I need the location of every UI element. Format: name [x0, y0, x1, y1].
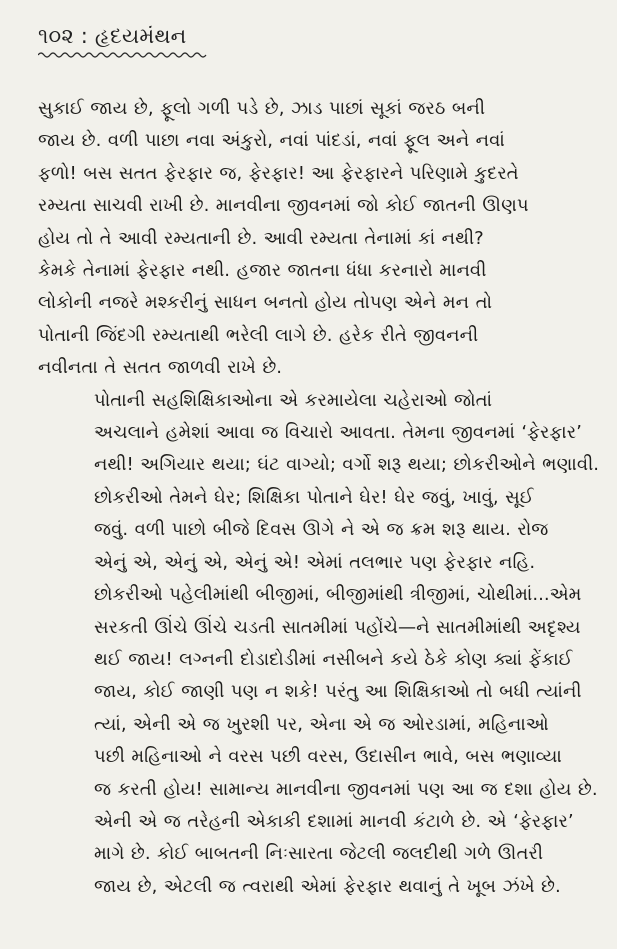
- text-line: કેમકે તેનામાં ફેરફાર નથી. હજાર જાતના ધંધા કરનારો માનવી: [38, 260, 487, 282]
- text-line: પોતાની જિંદગી રમ્યતાથી ભરેલી લાગે છે. હરેક રીતે જીવનની: [38, 324, 479, 346]
- text-line: એનું એ, એનું એ, એનું એ! એમાં તલભાર પણ ફેરફાર નહિ.: [94, 551, 536, 573]
- text-line: નથી! અગિયાર થયા; ઘંટ વાગ્યો; વર્ગો શરૂ થયા; છોકરીઓને ભણાવી.: [94, 454, 600, 476]
- text-line: અચલાને હમેશાં આવા જ વિચારો આવતા. તેમના જીવનમાં ‘ફેરફાર’: [94, 422, 582, 444]
- text-line: પછી મહિનાઓ ને વરસ પછી વરસ, ઉદાસીન ભાવે, બસ ભણાવ્યા: [94, 746, 562, 768]
- text-line: છોકરીઓ તેમને ઘેર; શિક્ષિકા પોતાને ઘેર! ઘેર જવું, ખાવું, સૂઈ: [94, 486, 534, 508]
- text-line: જ કરતી હોય! સામાન્ય માનવીના જીવનમાં પણ આ જ દશા હોય છે.: [94, 778, 598, 800]
- text-line: ફળો! બસ સતત ફેરફાર જ, ફેરફાર! આ ફેરફારને પરિણામે કુદરતે: [38, 162, 519, 184]
- text-line: નવીનતા તે સતત જાળવી રાખે છે.: [38, 357, 283, 379]
- text-line: સુકાઈ જાય છે, ફૂલો ગળી પડે છે, ઝાડ પાછાં સૂકાં જરઠ બની: [38, 98, 486, 119]
- text-line: જાય છે. વળી પાછા નવા અંકુરો, નવાં પાંદડાં, નવાં ફૂલ અને નવાં: [38, 130, 505, 152]
- text-line: સરકતી ઊંચે ઊંચે ચડતી સાતમીમાં પહોંચે—ને સાતમીમાંથી અદૃશ્ય: [94, 616, 581, 638]
- text-line: છોકરીઓ પહેલીમાંથી બીજીમાં, બીજીમાંથી ત્રીજીમાં, ચોથીમાં...એમ: [94, 584, 582, 606]
- text-line: પોતાની સહશિક્ષિકાઓના એ કરમાયેલા ચહેરાઓ જોતાં: [94, 389, 493, 411]
- text-line: જવું. વળી પાછો બીજે દિવસ ઊગે ને એ જ ક્રમ શરૂ થાય. રોજ: [94, 519, 549, 541]
- text-line: જાય છે, એટલી જ ત્વરાથી એમાં ફેરફાર થવાનું તે ખૂબ ઝંખે છે.: [94, 875, 561, 897]
- text-line: જાય, કોઈ જાણી પણ ન શકે! પરંતુ આ શિક્ષિકાઓ તો બધી ત્યાંની: [94, 681, 582, 703]
- text-line: હોય તો તે આવી રમ્યતાની છે. આવી રમ્યતા તેનામાં કાં નથી?: [38, 227, 484, 249]
- page-number-and-title: ૧૦૨ : હૃદયમંથન: [38, 24, 187, 48]
- text-line: લોકોની નજરે મશ્કરીનું સાધન બનતો હોય તોપણ એને મન તો: [38, 292, 493, 314]
- text-line: રમ્યતા સાચવી રાખી છે. માનવીના જીવનમાં જો કોઈ જાતની ઊણપ: [38, 195, 529, 217]
- paragraph-2: [38, 385, 600, 904]
- decorative-wavy-rule: [38, 51, 208, 59]
- page-header: [38, 24, 218, 59]
- text-line: ત્યાં, એની એ જ ખુરશી પર, એના એ જ ઓરડામાં, મહિનાઓ: [94, 713, 549, 735]
- text-line: એની એ જ તરેહની એકાકી દશામાં માનવી કંટાળે છે. એ ‘ફેરફાર’: [94, 810, 574, 832]
- body-text: [38, 93, 600, 903]
- text-line: થઈ જાય! લગ્નની દોડાદોડીમાં નસીબને કયે ઠેકે કોણ ક્યાં ફેંકાઈ: [94, 648, 573, 670]
- paragraph-1: [38, 93, 574, 385]
- text-line: માગે છે. કોઈ બાબતની નિઃસારતા જેટલી જલદીથી ગળે ઊતરી: [94, 843, 544, 865]
